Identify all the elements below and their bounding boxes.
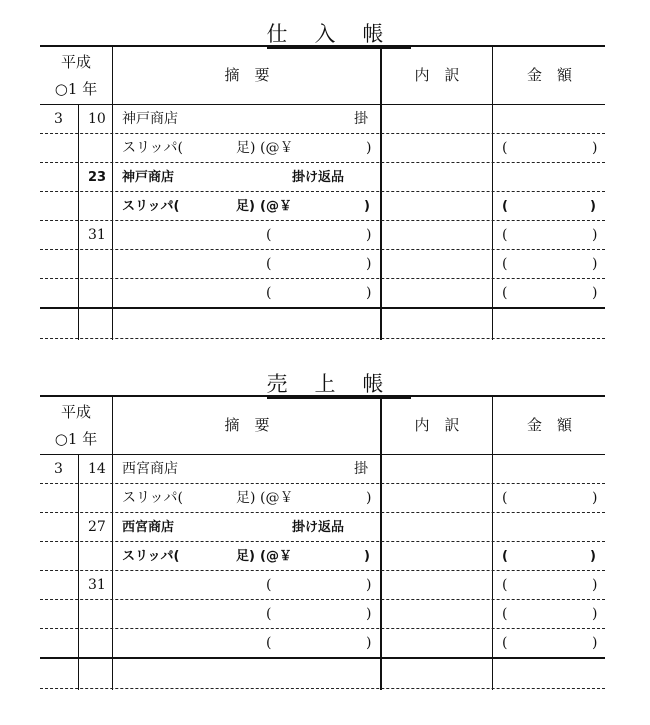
return-tag: 掛け返品 [292, 170, 345, 185]
customer-name: 西宮商店 [122, 520, 175, 535]
year-label: ○1 年 [54, 80, 98, 98]
purchase-journal [40, 45, 605, 340]
journal-row: スリッパ( 足) (@￥ ) ( ) [122, 140, 598, 156]
return-tag: 掛け返品 [292, 520, 345, 535]
breakdown-header: 内 訳 [414, 66, 460, 84]
journal-row: スリッパ( 足) (@￥ ) ( ) [122, 490, 598, 506]
credit-tag: 掛 [354, 461, 368, 477]
summary-header: 摘 要 [224, 416, 270, 434]
amount-header: 金 額 [526, 66, 572, 84]
sales-journal [40, 395, 605, 690]
credit-tag: 掛 [354, 111, 368, 127]
journal-row: 3 14 西宮商店 掛 [40, 455, 605, 484]
sales-journal-title: 売上帳 [0, 368, 650, 398]
supplier-name: 神戸商店 [122, 111, 178, 127]
era-label: 平成 [60, 403, 91, 421]
journal-row: 3 10 神戸商店 掛 [40, 105, 605, 134]
journal-row: ( ) ( ) [266, 285, 598, 301]
purchase-journal-title: 仕入帳 [0, 18, 650, 48]
customer-name: 西宮商店 [122, 461, 178, 477]
journal-row: 31 ( ) ( ) [88, 577, 598, 593]
journal-row: ( ) ( ) [266, 635, 598, 651]
journal-row: スリッパ( 足) (@￥ ) ( ) [122, 549, 596, 564]
journal-row: 31 ( ) ( ) [88, 227, 598, 243]
amount-header: 金 額 [526, 416, 572, 434]
journal-row: 23 神戸商店 掛け返品 [40, 163, 605, 192]
journal-row: 27 西宮商店 掛け返品 [40, 513, 605, 542]
year-label: ○1 年 [54, 430, 98, 448]
journal-row: ( ) ( ) [266, 256, 598, 272]
journal-row: スリッパ( 足) (@￥ ) ( ) [122, 199, 596, 214]
era-label: 平成 [60, 53, 91, 71]
supplier-name: 神戸商店 [122, 170, 175, 185]
journal-row: ( ) ( ) [266, 606, 598, 622]
summary-header: 摘 要 [224, 66, 270, 84]
breakdown-header: 内 訳 [414, 416, 460, 434]
